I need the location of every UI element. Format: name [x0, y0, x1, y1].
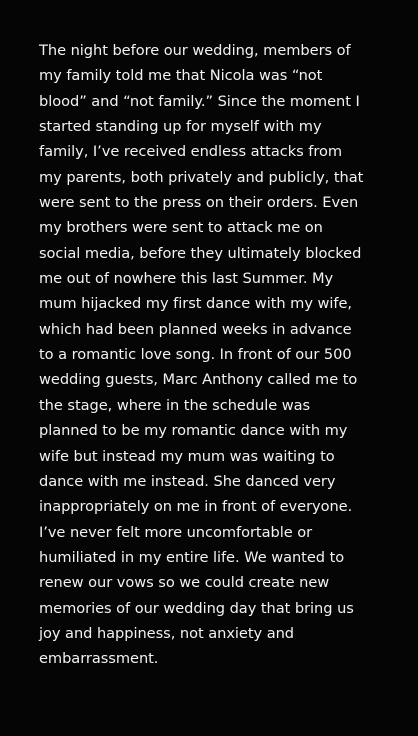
text-line: dance with me instead. She danced very [39, 472, 336, 490]
text-line: were sent to the press on their orders. Even [39, 194, 359, 212]
text-line: me out of nowhere this last Summer. My [39, 270, 334, 288]
text-line: the stage, where in the schedule was [39, 396, 311, 414]
text-line: inappropriately on me in front of everyone. [39, 498, 353, 516]
statement-text [39, 38, 399, 672]
text-line: mum hijacked my first dance with my wife, [39, 295, 352, 313]
text-line: humiliated in my entire life. We wanted to [39, 548, 345, 566]
text-line: renew our vows so we could create new [39, 574, 330, 592]
text-line: memories of our wedding day that bring us [39, 599, 354, 617]
text-line: started standing up for myself with my [39, 118, 322, 136]
text-line: wife but instead my mum was waiting to [39, 447, 335, 465]
text-line: to a romantic love song. In front of our 500 [39, 346, 352, 364]
text-line: my parents, both privately and publicly, that [39, 168, 364, 186]
text-line: my brothers were sent to attack me on [39, 219, 323, 237]
text-line: I’ve never felt more uncomfortable or [39, 523, 313, 541]
text-line: family, I’ve received endless attacks from [39, 143, 343, 161]
text-line: embarrassment. [39, 650, 159, 668]
text-line: social media, before they ultimately blocked [39, 244, 362, 262]
text-line: blood” and “not family.” Since the moment I [39, 92, 360, 110]
text-line: The night before our wedding, members of [39, 42, 351, 59]
text-line: planned to be my romantic dance with my [39, 422, 348, 440]
text-line: joy and happiness, not anxiety and [39, 624, 294, 642]
text-line: which had been planned weeks in advance [39, 320, 352, 338]
text-line: wedding guests, Marc Anthony called me to [39, 371, 358, 389]
text-line: my family told me that Nicola was “not [39, 67, 323, 85]
